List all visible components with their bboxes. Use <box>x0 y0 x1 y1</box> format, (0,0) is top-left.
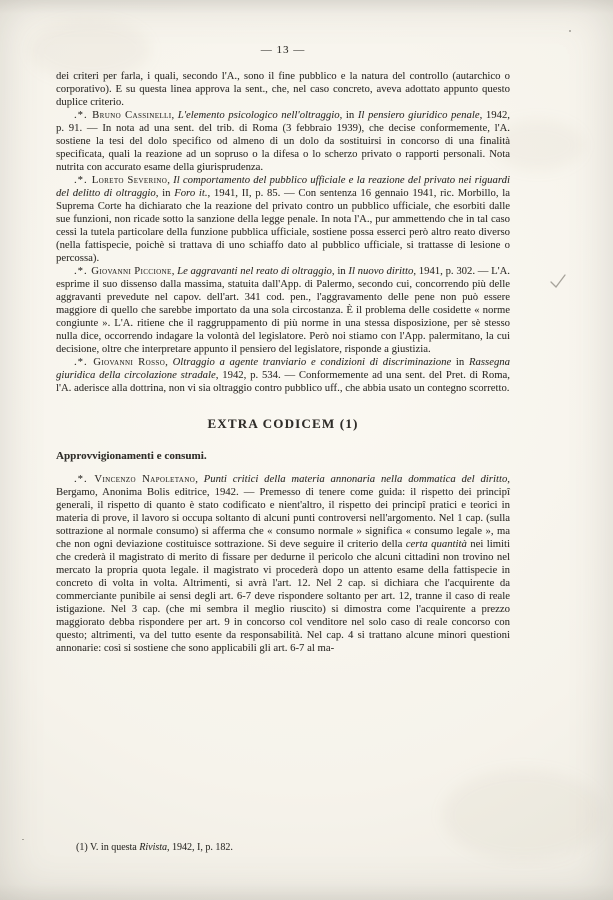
text-run: (1) V. in questa <box>76 842 140 853</box>
text-run: Oltraggio a agente tranviario e condizioni di discriminazione <box>172 357 452 368</box>
text-run: Loreto Severino <box>91 175 168 186</box>
paragraph <box>76 842 476 854</box>
text-run: Il pensiero giuridico penale <box>357 110 480 121</box>
text-run: , in <box>331 266 349 277</box>
text-run: , <box>165 357 173 368</box>
text-run: L'elemento psicologico nell'oltraggio <box>177 110 340 121</box>
text-run: , in <box>339 110 358 121</box>
paragraph <box>56 473 510 655</box>
text-run: dei criteri per farla, i quali, secondo l'A., sono il fine pubblico e la natura del controllo (autarchico o corporativo). E su questa linea approva la sent., che, nel caso concreto, aveva adottato appunto questo duplice criterio. <box>56 71 510 108</box>
text-run: , 1942, p. 534. — Conformemente ad una sent. del Pret. di Roma, l'A. aderisce alla dottrina, non vi sia oltraggio contro pubblico uff., che abbia usato un contegno scorretto. <box>56 370 510 394</box>
handwritten-check-icon <box>549 272 567 290</box>
text-run: Giovanni Rosso <box>93 357 166 368</box>
text-run: Il nuovo diritto <box>348 266 414 277</box>
text-run: , Bergamo, Anonima Bolis editrice, 1942. — Premesso di tenere come guida: il rispetto dei principî generali, il rispetto di quanto è stato codificato e nient'altro, il rispetto dei principî pratici e teorici in materia di prove, il lavoro si occupa soltanto di alcuni punti controversi nell'argomento. Nel 1 cap. (sulla sottrazione al normale consumo) si afferma che « consumo normale » significa « consumo legale », ma che non ogni deviazione costituisce sottrazione. Si deve seguire il criterio della <box>56 474 510 550</box>
text-run: Punti critici della materia annonaria nella dommatica del diritto <box>203 474 508 485</box>
text-run: Giovanni Piccione <box>91 266 172 277</box>
text-run: , <box>171 110 178 121</box>
footnote <box>76 842 476 854</box>
text-run: , in <box>155 188 175 199</box>
text-run: .*. <box>74 357 94 368</box>
text-run: , <box>167 175 174 186</box>
text-run: .*. <box>74 474 95 485</box>
section-heading: EXTRA CODICEM (1) <box>207 416 359 431</box>
section-bibliography <box>56 70 510 395</box>
text-run: Il comportamento del pubblico ufficiale e la reazione del privato nei riguardi del delitto di oltraggio <box>56 175 510 199</box>
text-run: Bruno Cassinelli <box>92 110 172 121</box>
paragraph <box>56 356 510 395</box>
text-run: Rivista <box>139 842 168 853</box>
text-run: , <box>195 474 204 485</box>
text-run: , 1942, I, p. 182. <box>167 842 233 853</box>
paragraph <box>56 265 510 356</box>
paragraph <box>56 174 510 265</box>
paragraph <box>56 109 510 174</box>
text-run: Le aggravanti nel reato di oltraggio <box>177 266 332 277</box>
page-number: — 13 — <box>260 44 306 56</box>
text-run: .*. <box>74 110 93 121</box>
text-run: , 1942, p. 91. — In nota ad una sent. del trib. di Roma (3 febbraio 1939), che decise conformemente, l'A. sostiene la tesi del dolo specifico od almeno di un dolo da sostituirsi in concorso di una finalità specificata, quali la reazione ad un sopruso o la difesa o lo scherzo privato o rapporti personali. Nota nutrita con accurato esame della giurisprudenza. <box>56 110 510 173</box>
text-run: .*. <box>74 266 92 277</box>
paper-speck <box>569 30 571 32</box>
text-run: Rassegna giuridica della circolazione stradale <box>56 357 510 381</box>
text-run: Foro it. <box>174 188 208 199</box>
section-annona <box>56 473 510 655</box>
text-run: in <box>451 357 469 368</box>
text-run: nei limiti che crederà il magistrato di merito di fissare per dedurne il pericolo che alcuni cittadini non trovino nel mercato la propria quota legale. il magistrato vi procederà dopo un attento esame della fattispecie in concreto di volta in volta. Altrimenti, si avrà l'art. 12. Nel 2 cap. si dichiara che l'acquirente da commerciante punibile ai sensi degli art. 6-7 deve rispondere soltanto per art. 12, tranne il caso di reale istigazione. Nel 3 cap. (che mi sembra il meglio riuscito) si dimostra come l'acquirente a prezzo maggiorato debba rispondere per art. 9 in concorso col venditore nel solo caso di reale concorso con questo; altrimenti, va del tutto esente da responsabilità. Nel cap. 4 si trattano alcune minori questioni annonarie: così si sostiene che sono applicabili gli art. 6-7 al ma- <box>56 539 511 654</box>
paragraph <box>56 70 510 109</box>
text-run: , 1941, II, p. 85. — Con sentenza 16 gennaio 1941, ric. Morbillo, la Suprema Corte ha dichiarato che la reazione del privato contro un pubblico ufficiale, che esorbiti dalle sue funzioni, non ricade sotto la sanzione della legge penale. In nota l'A., pur ammettendo che in tal caso cessi la tutela particolare della funzione pubblica ufficiale, sostiene possa esserci però altro reato diverso (nella fattispecie, poichè si trattava di uno schiaffo dato al pubblico ufficiale, si trattasse di lesione o percossa). <box>56 188 510 264</box>
text-run: certa quantità <box>405 539 467 550</box>
text-run: Vincenzo Napoletano <box>94 474 196 485</box>
paper-speck <box>22 839 24 841</box>
text-run: , 1941, p. 302. — L'A. esprime il suo dissenso dalla massima, statuita dall'App. di Palermo, secondo cui, concorrendo più delle aggravanti prevedute nel capov. dell'art. 341 cod. pen., l'aggravamento delle pene non può essere maggiore di quello che sarebbe importato da una sola circostanza. È il problema delle cosidette « norme congiunte ». L'A. ritiene che il raggruppamento di più norme in una stessa disposizione, per sè stesso nulla dice, occorrendo indagare la volontà del legislatore. Però noi stiamo con l'App. palermitano, la cui decisione, oltre che interpretare appunto il pensiero del legislatore, risponde a giustizia. <box>56 266 511 355</box>
text-block <box>56 44 510 655</box>
subsection-heading: Approvvigionamenti e consumi. <box>56 450 207 462</box>
text-run: , <box>171 266 178 277</box>
text-run: .*. <box>74 175 92 186</box>
